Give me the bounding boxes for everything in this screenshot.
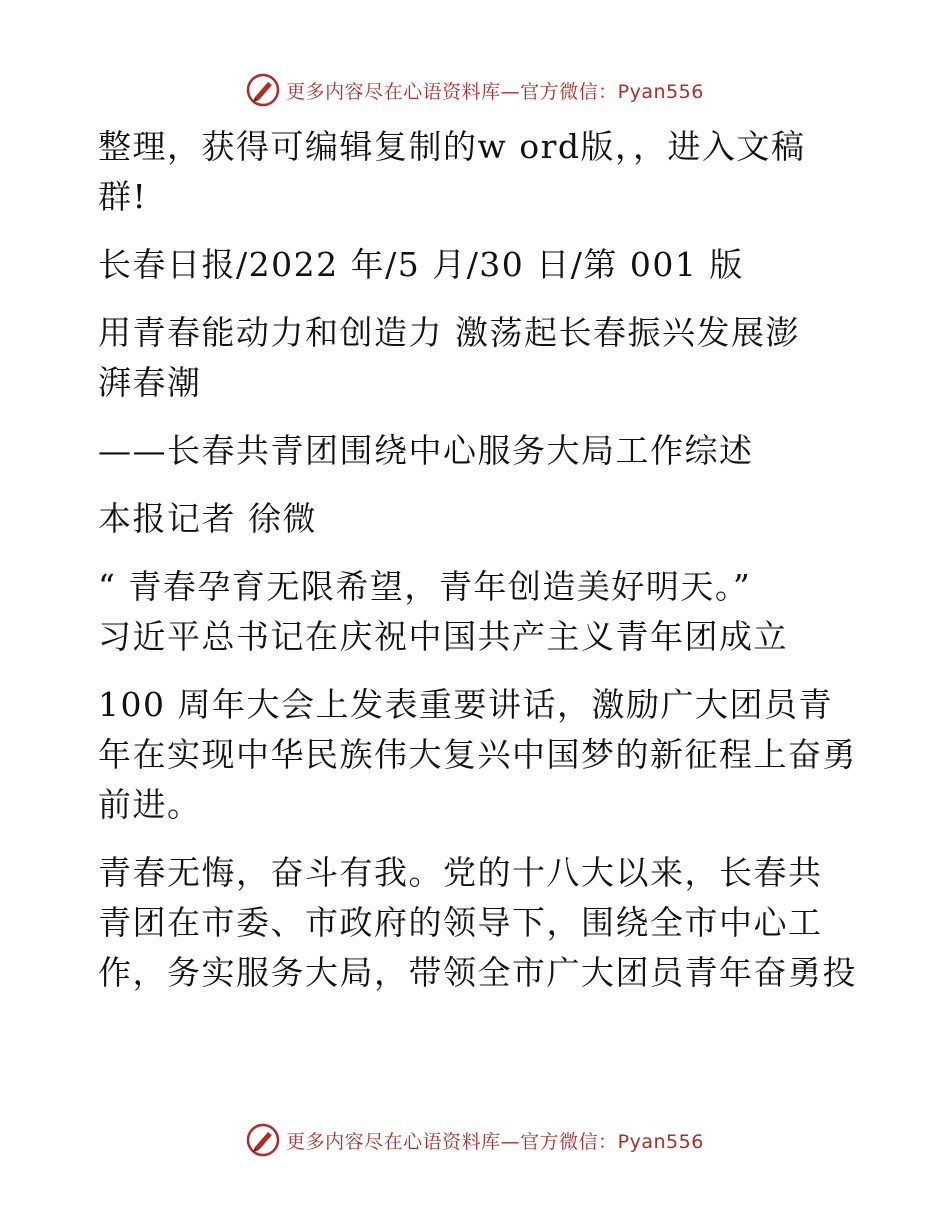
- paragraph: [98, 426, 858, 476]
- banner-text: 更多内容尽在心语资料库—官方微信：Pyan556: [286, 1130, 704, 1153]
- text-line: 整理，获得可编辑复制的w ord版，，进入文稿: [98, 127, 806, 166]
- paragraph: [98, 494, 858, 544]
- text-line: 群!: [98, 177, 148, 216]
- article-subtitle: ——长春共青团围绕中心服务大局工作综述: [98, 431, 754, 470]
- text-line: “ 青春孕育无限希望，青年创造美好明天。”: [98, 567, 752, 606]
- article-title: 湃春潮: [98, 363, 202, 402]
- paragraph: [98, 562, 858, 662]
- text-line: 作，务实服务大局，带领全市广大团员青年奋勇投: [98, 953, 857, 992]
- text-line: 习近平总书记在庆祝中国共产主义青年团成立: [98, 617, 788, 656]
- text-line: 100 周年大会上发表重要讲话，激励广大团员青: [98, 685, 833, 724]
- text-line: 前进。: [98, 785, 202, 824]
- pen-logo-icon: [246, 73, 280, 107]
- text-line: 年在实现中华民族伟大复兴中国梦的新征程上奋勇: [98, 735, 857, 774]
- document-body: [98, 122, 858, 998]
- paragraph: [98, 240, 858, 290]
- footer-banner: [0, 1120, 950, 1160]
- pen-logo-icon: [246, 1123, 280, 1157]
- paragraph: [98, 122, 858, 222]
- banner-text: 更多内容尽在心语资料库—官方微信：Pyan556: [286, 80, 704, 103]
- header-banner: [0, 70, 950, 110]
- byline: 本报记者 徐微: [98, 499, 317, 538]
- paragraph: [98, 848, 858, 998]
- text-line: 青春无悔，奋斗有我。党的十八大以来，长春共: [98, 853, 823, 892]
- paragraph: [98, 680, 858, 830]
- dateline: 长春日报/2022 年/5 月/30 日/第 001 版: [98, 245, 744, 284]
- text-line: 青团在市委、市政府的领导下，围绕全市中心工: [98, 903, 823, 942]
- article-title: 用青春能动力和创造力 激荡起长春振兴发展澎: [98, 313, 800, 352]
- paragraph: [98, 308, 858, 408]
